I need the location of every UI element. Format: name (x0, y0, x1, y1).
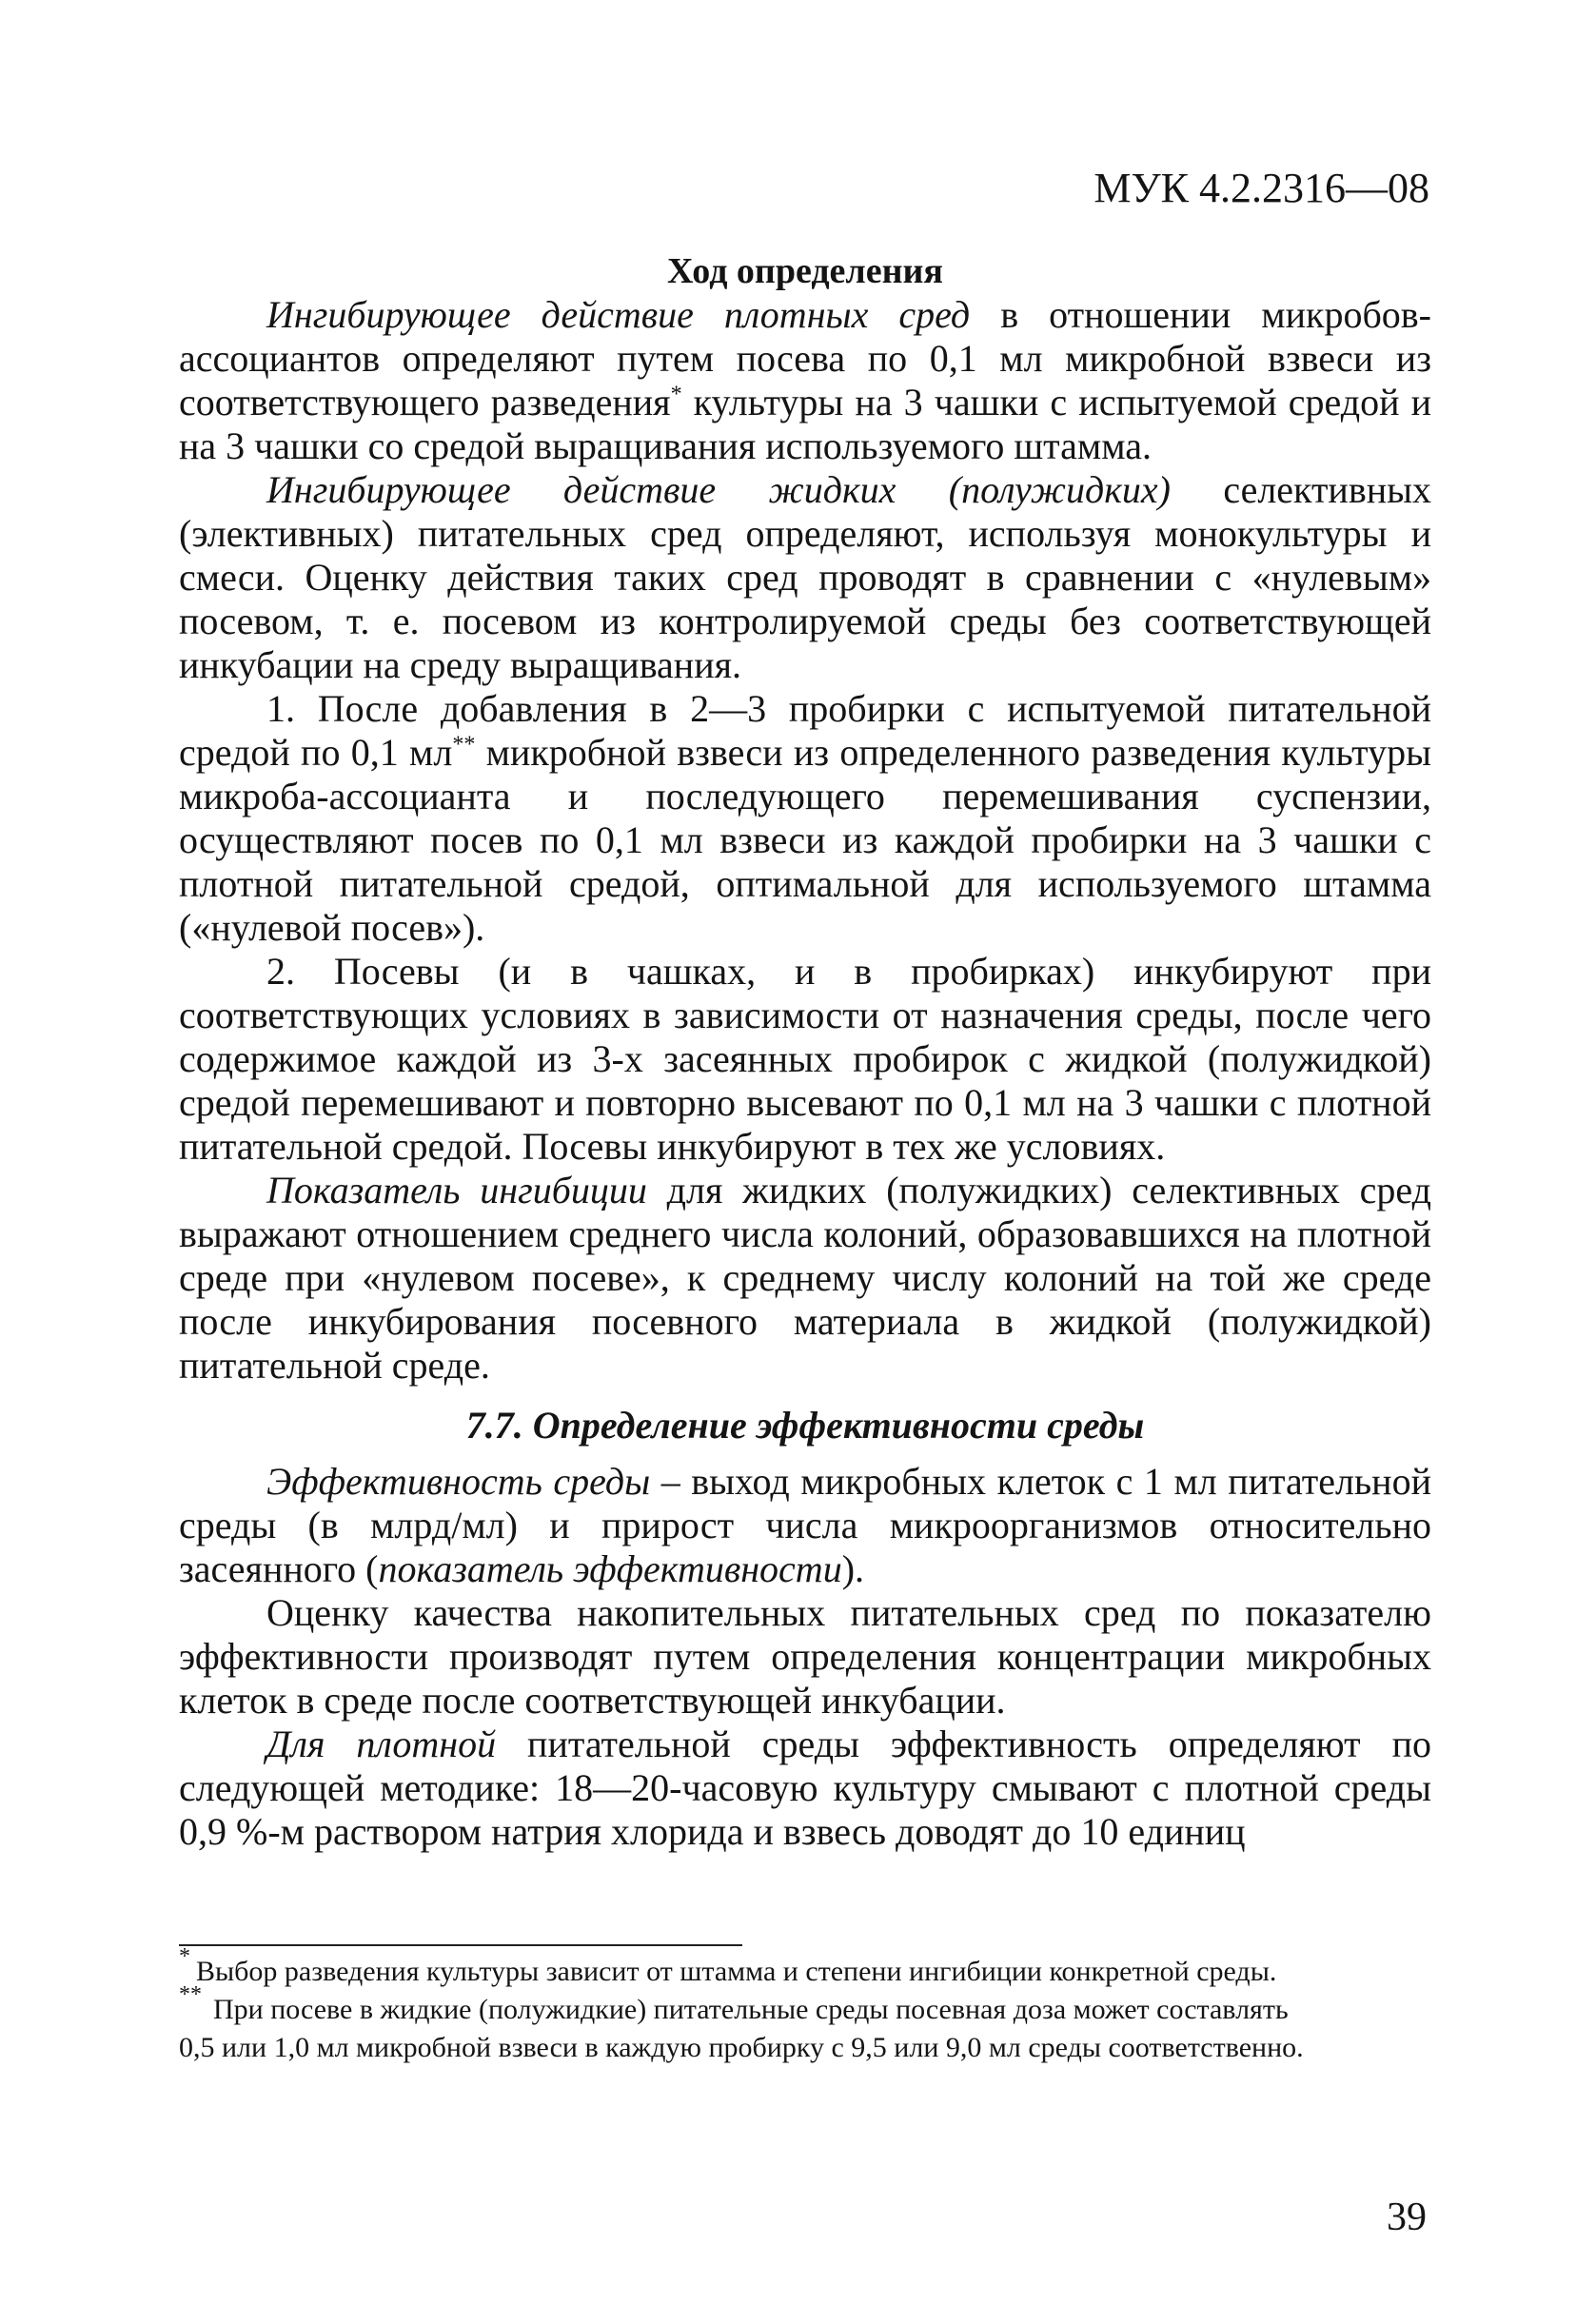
paragraph-efficiency-assessment: Оценку качества накопительных питательных сред по показателю эффективности производят путем определения концентрации микробных клеток в среде после соответствующей инкубации. (179, 1591, 1431, 1722)
paragraph-text: ). (841, 1547, 865, 1590)
paragraph-text: 1. После добавления в 2—3 пробирки с испытуемой питательной средой по 0,1 мл (179, 687, 1431, 774)
footnote-marker: ** (179, 1982, 202, 2007)
paragraph-lead-term: Эффективность среды (266, 1460, 651, 1503)
body-text (179, 249, 1431, 1854)
paragraph-lead-term: Ингибирующее действие плотных сред (266, 293, 971, 336)
subsection-heading: 7.7. Определение эффективности среды (465, 1404, 1145, 1447)
paragraph-emphasis: показатель эффективности (378, 1547, 842, 1590)
footnote-reference[interactable]: ** (452, 732, 476, 758)
footnote-divider (179, 1944, 742, 1946)
list-item-step-2: 2. Посевы (и в чашках, и в пробирках) инкубируют при соответствующих условиях в зависимости от назначения среды, после чего содержимое каждой из 3-х засеянных пробирок с жидкой (полужидкой) средой перемешивают и повторно высевают по 0,1 мл на 3 чашки с плотной питательной средой. Посевы инкубируют в тех же условиях. (179, 950, 1431, 1168)
paragraph-solid-media-method (179, 1723, 1431, 1854)
footnote-1 (179, 1944, 1431, 1991)
paragraph-text: в отношении микробов-ассоциантов определяют путем посева по 0,1 мл микробной взвеси из соответствующего разведения (179, 293, 1431, 423)
list-item-step-1 (179, 687, 1431, 950)
paragraph-liquid-media-inhibition (179, 468, 1431, 687)
footnotes (179, 1944, 1431, 2067)
footnote-reference[interactable]: * (670, 382, 682, 407)
paragraph-lead-term: Ингибирующее действие жидких (полужидких) (266, 468, 1171, 511)
paragraph-media-efficiency-definition (179, 1460, 1431, 1591)
page-number: 39 (1387, 2196, 1427, 2239)
paragraph-inhibition-index (179, 1169, 1431, 1388)
paragraph-text: питательной среды эффективность определяют по следующей методике: 18—20-часовую культуру смывают с плотной среды 0,9 %-м раствором натрия хлорида и взвесь доводят до 10 единиц (179, 1723, 1431, 1853)
paragraph-text: микробной взвеси из определенного разведения культуры микроба-ассоцианта и последующего перемешивания суспензии, осуществляют посев по 0,1 мл взвеси из каждой пробирки на 3 чашки с плотной питательной средой, оптимальной для используемого штамма («нулевой посев»). (179, 731, 1431, 949)
document-code-header: МУК 4.2.2316—08 (1094, 165, 1429, 211)
footnote-2 (179, 1982, 1431, 2029)
paragraph-lead-term: Для плотной (266, 1723, 497, 1765)
paragraph-text: для жидких (полужидких) селективных сред выражают отношением среднего числа колоний, образовавшихся на плотной среде при «нулевом посеве», к среднему числу колоний на той же среде после инкубирования посевного материала в жидкой (полужидкой) питательной среде. (179, 1169, 1432, 1387)
paragraph-text: культуры на 3 чашки с испытуемой средой и на 3 чашки со средой выращивания используемого штамма. (179, 381, 1432, 467)
section-heading: Ход определения (667, 251, 943, 291)
footnote-2-continuation: 0,5 или 1,0 мл микробной взвеси в каждую пробирку с 9,5 или 9,0 мл среды соответственно. (179, 2032, 1304, 2063)
paragraph-lead-term: Показатель ингибиции (266, 1169, 647, 1211)
paragraph-solid-media-inhibition (179, 293, 1431, 468)
paragraph-text: селективных (элективных) питательных сред определяют, используя монокультуры и смеси. Оценку действия таких сред проводят в сравнении с «нулевым» посевом, т. е. посевом из контролируемой среды без соответствующей инкубации на среду выращивания. (179, 468, 1431, 686)
footnote-text: При посеве в жидкие (полужидкие) питательные среды посевная доза может составлять (213, 1994, 1289, 2025)
paragraph-text: – выход микробных клеток с 1 мл питательной среды (в млрд/мл) и прирост числа микроорганизмов относительно засеянного ( (179, 1460, 1431, 1590)
footnote-marker: * (179, 1944, 190, 1969)
footnote-text: Выбор разведения культуры зависит от штамма и степени ингибиции конкретной среды. (196, 1956, 1277, 1987)
